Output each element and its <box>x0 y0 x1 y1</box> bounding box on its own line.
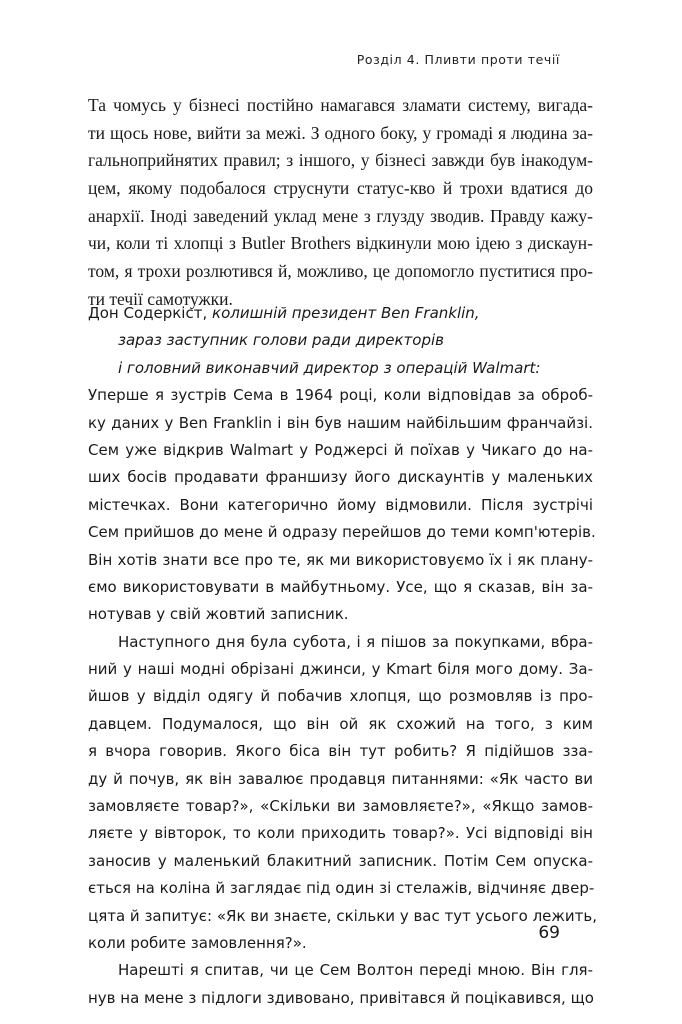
walton-paragraph <box>88 92 593 314</box>
text-line: чи, коли ті хлопці з Butler Brothers відкинули мою ідею з дискаун- <box>88 233 593 254</box>
quote-line: коли робите замовлення?». <box>88 933 307 952</box>
quote-line: я вчора говорив. Якого біса він тут робить? Я підійшов зза- <box>88 742 593 761</box>
quote-block <box>88 300 598 1012</box>
quote-line: Наступного дня була субота, і я пішов за покупками, вбра- <box>118 632 593 651</box>
quote-line: заносив у маленький блакитний записник. Потім Сем опуска- <box>88 851 593 870</box>
speaker-title-line: зараз заступник голови ради директорів <box>118 331 445 350</box>
quote-line: замовляєте товар?», «Скільки ви замовляєте?», «Якщо замов- <box>88 797 593 816</box>
quote-line: Він хотів знати все про те, як ми використовуємо їх і як плану- <box>88 550 593 569</box>
running-header: Розділ 4. Пливти проти течії <box>356 52 560 67</box>
quote-line: Сем прийшов до мене й одразу перейшов до теми комп'ютерів. <box>88 523 596 542</box>
text-line: анархії. Іноді заведений уклад мене з глузду зводив. Правду кажу- <box>88 205 593 226</box>
quote-line: ших босів продавати франшизу його дискаунтів у маленьких <box>88 468 593 487</box>
quote-line: нув на мене з підлоги здивовано, привітався й поцікавився, що <box>88 988 594 1007</box>
quote-line: ється на коліна й заглядає під один зі стелажів, відчиняє двер- <box>88 879 595 898</box>
quote-line: містечках. Вони категорично йому відмовили. Після зустрічі <box>88 495 593 514</box>
speaker-title-line: і головний виконавчий директор з операцій Walmart: <box>118 358 541 377</box>
quote-line: ду й почув, як він завалює продавця питаннями: «Як часто ви <box>88 769 593 788</box>
text-line: ти течії самотужки. <box>88 288 233 309</box>
text-line: Та чомусь у бізнесі постійно намагався зламати систему, вигада- <box>88 95 593 115</box>
text-line: том, я трохи розлютився й, можливо, це допомогло пуститися про- <box>88 261 593 282</box>
quote-line: Сем уже відкрив Walmart у Роджерсі й поїхав у Чикаго до на- <box>88 440 593 459</box>
speaker-attribution <box>88 300 593 327</box>
quote-line: нотував у свій жовтий записник. <box>88 605 349 624</box>
speaker-name: Дон Содеркіст, <box>88 304 208 322</box>
quote-line: ляєте у вівторок, то коли приходить товар?». Усі відповіді він <box>88 824 593 843</box>
page-number: 69 <box>538 923 560 943</box>
quote-line: Уперше я зустрів Сема в 1964 році, коли відповідав за оброб- <box>88 386 593 405</box>
quote-line: ний у наші модні обрізані джинси, у Kmart біля мого дому. За- <box>88 660 593 679</box>
quote-line: ємо використовувати в майбутньому. Усе, що я сказав, він за- <box>88 577 593 596</box>
quote-line: йшов у відділ одягу й побачив хлопця, що розмовляв із про- <box>88 687 593 706</box>
text-line: цем, якому подобалося струснути статус-кво й трохи вдатися до <box>88 178 593 199</box>
text-line: ти щось нове, вийти за межі. З одного боку, у громаді я людина за- <box>88 122 593 143</box>
quote-line: ку даних у Ben Franklin і він був нашим найбільшим франчайзі. <box>88 413 593 432</box>
quote-line: давцем. Подумалося, що він ой як схожий на того, з ким <box>88 714 593 733</box>
quote-line: Нарешті я спитав, чи це Сем Волтон переді мною. Він гля- <box>118 961 593 980</box>
quote-line: цята й запитує: «Як ви знаєте, скільки у вас тут усього лежить, <box>88 906 598 925</box>
speaker-title: колишній президент Ben Franklin, <box>207 304 480 322</box>
text-line: гальноприйнятих правил; з іншого, у бізнесі завжди був інакодум- <box>88 150 593 171</box>
